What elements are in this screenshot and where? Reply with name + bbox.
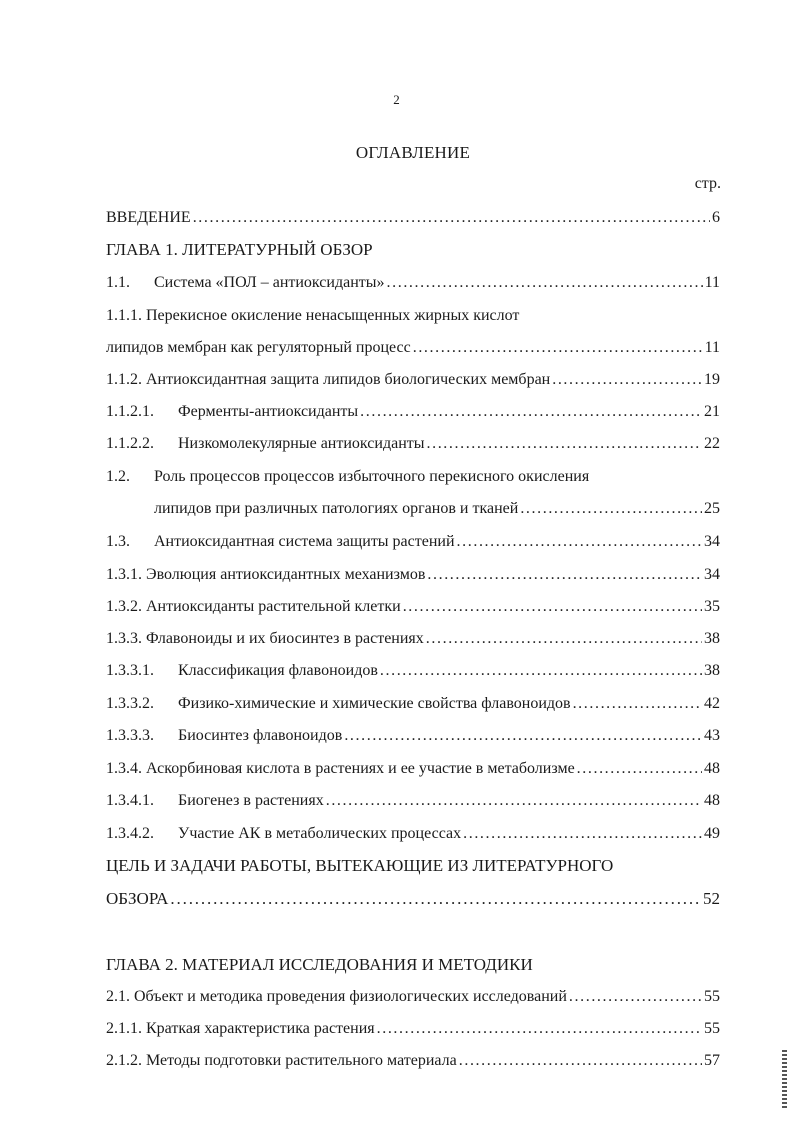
- toc-entry-text: 2.1.1. Краткая характеристика растения: [106, 1020, 375, 1037]
- toc-entry-page: 22: [704, 435, 720, 452]
- toc-entry-page: 34: [704, 566, 720, 583]
- dot-leader: [569, 985, 702, 1009]
- dot-leader: [360, 400, 702, 424]
- toc-entry-page: 21: [704, 403, 720, 420]
- toc-entry-text: Биогенез в растениях: [178, 792, 324, 809]
- toc-entry-page: 6: [712, 209, 720, 226]
- toc-entry-text: ВВЕДЕНИЕ: [106, 209, 191, 226]
- toc-entry-1-1-1: [106, 336, 720, 360]
- toc-entry-2-1-1: [106, 1017, 720, 1041]
- dot-leader: [193, 206, 710, 230]
- toc-entry-page: 19: [704, 371, 720, 388]
- toc-chapter-2-heading: ГЛАВА 2. МАТЕРИАЛ ИССЛЕДОВАНИЯ И МЕТОДИКИ: [106, 955, 533, 974]
- toc-entry-1-3: [106, 530, 720, 554]
- dot-leader: [326, 789, 702, 813]
- dot-leader: [427, 432, 703, 456]
- toc-entry-page: 25: [704, 500, 720, 517]
- toc-entry-1-1-1-line1: 1.1.1. Перекисное окисление ненасыщенных жирных кислот: [106, 307, 520, 324]
- toc-entry-1-3-3-3: [106, 724, 720, 748]
- toc-entry-text: Антиоксидантная система защиты растений: [154, 533, 455, 550]
- toc-entry-text: Биосинтез флавоноидов: [178, 727, 343, 744]
- toc-entry-number: 1.3.3.3.: [106, 727, 154, 744]
- toc-entry-1-3-3-2: [106, 692, 720, 716]
- toc-entry-page: 55: [704, 988, 720, 1005]
- toc-entry-text: 2.1. Объект и методика проведения физиологических исследований: [106, 988, 567, 1005]
- toc-entry-1-2-line1: [106, 465, 589, 489]
- toc-entry-text: Классификация флавоноидов: [178, 662, 378, 679]
- toc-entry-aims: [106, 887, 720, 911]
- toc-entry-text: 1.3.1. Эволюция антиоксидантных механизмов: [106, 566, 426, 583]
- dot-leader: [387, 271, 703, 295]
- dot-leader: [403, 595, 702, 619]
- toc-entry-text: Физико-химические и химические свойства флавоноидов: [178, 695, 571, 712]
- scan-edge-mark: [782, 1050, 787, 1110]
- toc-entry-1-3-3: [106, 627, 720, 651]
- toc-entry-page: 48: [704, 760, 720, 777]
- toc-entry-text: Система «ПОЛ – антиоксиданты»: [154, 274, 385, 291]
- toc-entry-introduction: [106, 206, 720, 230]
- toc-entry-number: 1.3.3.1.: [106, 662, 154, 679]
- toc-entry-number: 1.3.4.2.: [106, 825, 154, 842]
- toc-entry-page: 57: [704, 1052, 720, 1069]
- toc-entry-1-3-3-1: [106, 659, 720, 683]
- dot-leader: [459, 1049, 702, 1073]
- toc-entry-text: липидов мембран как регуляторный процесс: [106, 339, 411, 356]
- toc-entry-1-3-4-2: [106, 822, 720, 846]
- toc-entry-2-1-2: [106, 1049, 720, 1073]
- toc-entry-2-1: [106, 985, 720, 1009]
- dot-leader: [377, 1017, 702, 1041]
- page-number: 2: [393, 92, 400, 107]
- toc-entry-1-2: [154, 497, 720, 521]
- dot-leader: [573, 692, 702, 716]
- toc-entry-number: 1.3.3.2.: [106, 695, 154, 712]
- toc-entry-page: 49: [704, 825, 720, 842]
- toc-entry-1-3-4: [106, 757, 720, 781]
- dot-leader: [577, 757, 702, 781]
- toc-chapter-1-heading: ГЛАВА 1. ЛИТЕРАТУРНЫЙ ОБЗОР: [106, 240, 373, 259]
- toc-entry-text: 1.3.4. Аскорбиновая кислота в растениях и ее участие в метаболизме: [106, 760, 575, 777]
- dot-leader: [426, 627, 702, 651]
- toc-entry-number: 1.1.2.2.: [106, 435, 154, 452]
- toc-entry-page: 11: [704, 339, 720, 356]
- dot-leader: [463, 822, 702, 846]
- toc-entry-page: 55: [704, 1020, 720, 1037]
- toc-entry-number: 1.1.2.1.: [106, 403, 154, 420]
- toc-entry-text: Участие АК в метаболических процессах: [178, 825, 462, 842]
- toc-entry-1-1-2-1: [106, 400, 720, 424]
- toc-entry-page: 34: [704, 533, 720, 550]
- toc-title: ОГЛАВЛЕНИЕ: [355, 143, 471, 162]
- toc-entry-1-1: [106, 271, 720, 295]
- toc-entry-text: 1.3.3. Флавоноиды и их биосинтез в растениях: [106, 630, 424, 647]
- toc-aims-heading-line1: ЦЕЛЬ И ЗАДАЧИ РАБОТЫ, ВЫТЕКАЮЩИЕ ИЗ ЛИТЕРАТУРНОГО: [106, 856, 614, 875]
- toc-entry-text: липидов при различных патологиях органов и тканей: [154, 500, 519, 517]
- toc-entry-page: 38: [704, 662, 720, 679]
- dot-leader: [170, 887, 701, 911]
- toc-entry-page: 42: [704, 695, 720, 712]
- toc-entry-page: 48: [704, 792, 720, 809]
- toc-entry-text: Ферменты-антиоксиданты: [178, 403, 359, 420]
- toc-entry-page: 43: [704, 727, 720, 744]
- toc-entry-number: 1.1.: [106, 274, 130, 291]
- toc-entry-1-3-1: [106, 563, 720, 587]
- toc-entry-1-1-2: [106, 368, 720, 392]
- dot-leader: [380, 659, 702, 683]
- toc-entry-1-3-2: [106, 595, 720, 619]
- toc-entry-text: 1.1.2. Антиоксидантная защита липидов биологических мембран: [106, 371, 551, 388]
- toc-entry-page: 52: [703, 889, 720, 908]
- toc-entry-page: 38: [704, 630, 720, 647]
- toc-entry-number: 1.2.: [106, 468, 130, 485]
- page-column-label: стр.: [694, 175, 721, 192]
- toc-entry-text: ОБЗОРА: [106, 889, 169, 908]
- dot-leader: [457, 530, 702, 554]
- toc-entry-text: 1.3.2. Антиоксиданты растительной клетки: [106, 598, 401, 615]
- dot-leader: [520, 497, 702, 521]
- toc-entry-text: Роль процессов процессов избыточного перекисного окисления: [154, 468, 590, 485]
- toc-entry-number: 1.3.: [106, 533, 130, 550]
- dot-leader: [552, 368, 702, 392]
- toc-entry-page: 35: [704, 598, 720, 615]
- dot-leader: [427, 563, 702, 587]
- dot-leader: [413, 336, 703, 360]
- toc-entry-number: 1.3.4.1.: [106, 792, 154, 809]
- toc-entry-1-1-2-2: [106, 432, 720, 456]
- toc-entry-1-3-4-1: [106, 789, 720, 813]
- dot-leader: [344, 724, 702, 748]
- toc-entry-page: 11: [704, 274, 720, 291]
- toc-entry-text: 2.1.2. Методы подготовки растительного материала: [106, 1052, 457, 1069]
- toc-entry-text: Низкомолекулярные антиоксиданты: [178, 435, 425, 452]
